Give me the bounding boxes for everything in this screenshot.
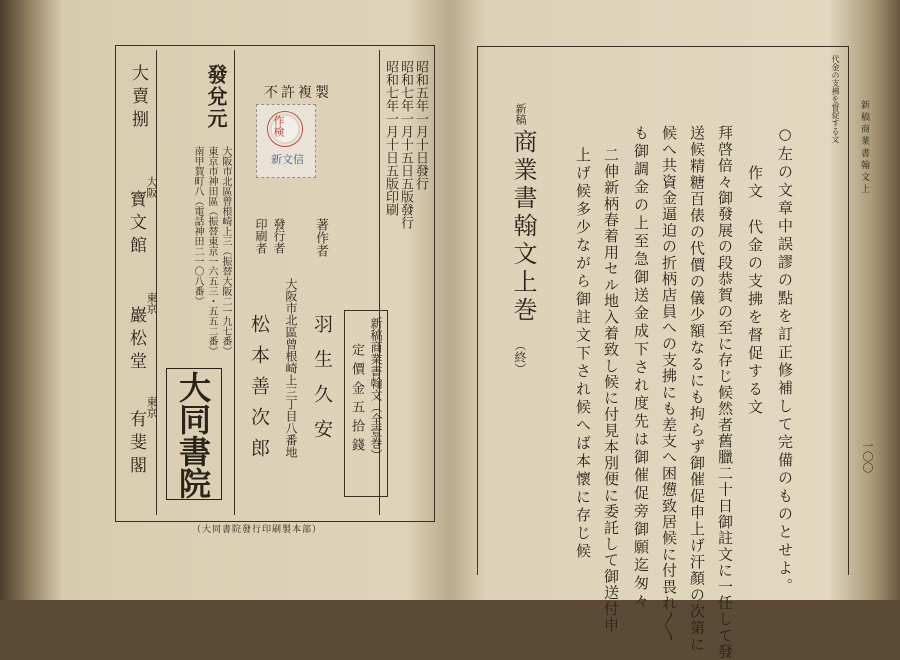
book-title-small: 新稿商業書翰文（全壹巻） bbox=[369, 317, 383, 461]
end-mark: （終） bbox=[513, 339, 527, 375]
seller-city: 東京 bbox=[145, 396, 158, 418]
running-head: 新稿商業書翰文上 bbox=[859, 100, 869, 196]
publication-date: 昭和五年一月十日發行 bbox=[413, 60, 428, 190]
publisher-name-box bbox=[166, 368, 222, 500]
publisher-label: 發行者 bbox=[272, 218, 286, 254]
publisher-address: 東京市神田區（振替東京一六五三・五五二番） bbox=[206, 146, 217, 356]
header-note: 代金の支拂を督促する文 bbox=[831, 55, 840, 143]
stamp-text: 新文信 bbox=[271, 153, 304, 166]
printer-label: 印刷者 bbox=[254, 218, 268, 254]
colophon-page bbox=[20, 0, 440, 600]
text-line: 候へ共資金逼迫の折柄店員への支拂にも差支へ困憊致居候に付畏れ〳〵 bbox=[660, 125, 678, 643]
publication-date: 昭和七年一月十日五版印刷 bbox=[383, 60, 398, 216]
author-label: 著作者 bbox=[313, 218, 328, 257]
divider bbox=[156, 50, 157, 515]
divider bbox=[234, 50, 235, 515]
publisher-address: 大阪市北區曾根崎上三（振替大阪二一九七番） bbox=[220, 146, 231, 356]
revenue-stamp bbox=[256, 104, 316, 178]
text-line: 上げ候多少ながら御註文下され候へば本懷に存じ候 bbox=[574, 147, 592, 561]
seller-city: 東京 bbox=[145, 292, 158, 314]
publisher-name: 大同書院 bbox=[174, 371, 212, 499]
price-box bbox=[344, 310, 388, 497]
text-line: 拜啓倍々御發展の段恭賀の至に存じ候然者舊臘二十日御註文に一任して發 bbox=[716, 125, 734, 660]
copy-prohibition: 不許複製 bbox=[264, 85, 332, 101]
colophon-footer: （大同書院發行印刷製本部） bbox=[192, 525, 323, 535]
text-line: 送候精糖百俵の代價の儀少額なるにも拘らず御催促申上げ汗顏の次第に bbox=[688, 125, 706, 653]
sales-heading: 大賣捌 bbox=[128, 64, 148, 133]
stamp-seal: 作検 bbox=[272, 115, 285, 137]
seller-name: 巖松堂 bbox=[126, 306, 146, 375]
text-page bbox=[455, 0, 885, 660]
text-line: も御調金の上至急御送金成下され度先は御催促旁御願迄匆々 bbox=[632, 125, 650, 611]
title-small: 新稿 bbox=[514, 103, 527, 125]
printer-name: 松本善次郎 bbox=[248, 314, 270, 469]
text-line: 作文 代金の支拂を督促する文 bbox=[746, 165, 764, 417]
publisher-heading: 發兌元 bbox=[204, 64, 228, 130]
seller-name: 寶文館 bbox=[126, 190, 146, 259]
publisher-address: 南甲賀町八（電話神田二一〇八番） bbox=[192, 146, 203, 306]
printer-address: 大阪市北區曾根崎上三丁目八番地 bbox=[284, 278, 298, 458]
text-frame bbox=[477, 46, 849, 660]
colophon-frame bbox=[115, 45, 435, 522]
price: 定價金五拾錢 bbox=[349, 343, 364, 457]
seller-city: 大阪 bbox=[145, 176, 158, 198]
publication-date: 昭和七年一月十五日五版發行 bbox=[398, 60, 413, 229]
book-title: 商業書翰文上巻 bbox=[509, 129, 537, 325]
seller-name: 有斐閣 bbox=[126, 410, 146, 479]
author-name: 羽生久安 bbox=[311, 314, 333, 454]
text-line: 二伸新柄春着用セル地入着致し候に付見本別便に委託して御送付申 bbox=[602, 147, 620, 633]
page-number: 一〇〇 bbox=[861, 440, 874, 473]
text-line: ○左の文章中誤謬の點を訂正修補して完備のものとせよ。 bbox=[776, 125, 794, 596]
